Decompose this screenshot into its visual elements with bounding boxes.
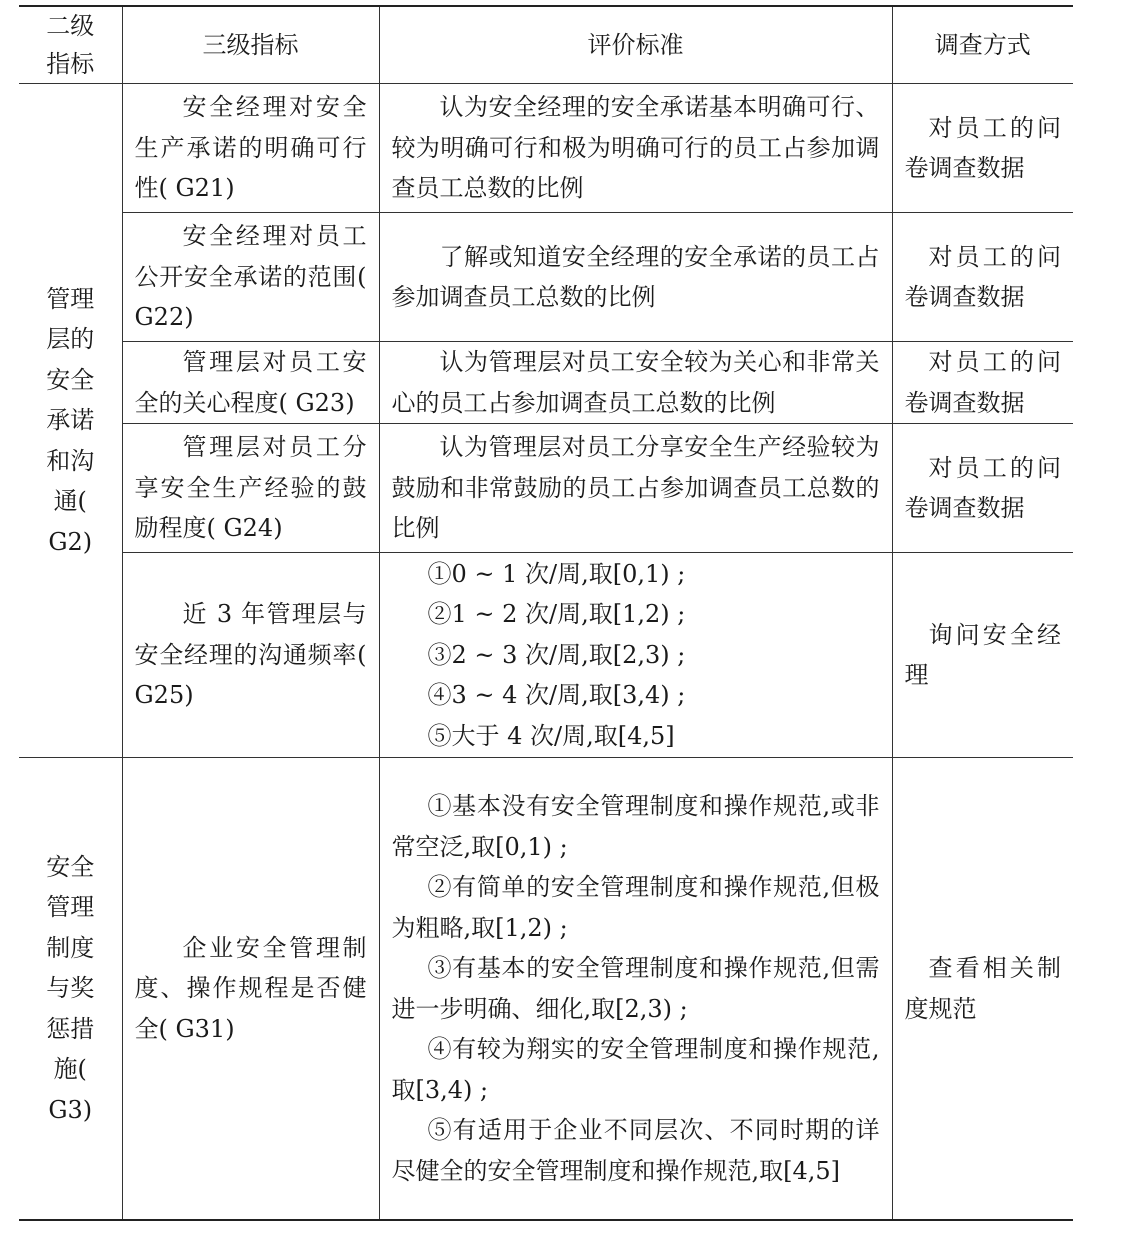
level2-cell-g3 [19,758,122,1221]
level2-line: 管理 [46,284,95,313]
criteria-cell: 认为管理层对员工分享安全生产经验较为鼓励和非常鼓励的员工占参加调查员工总数的比例 [379,424,892,553]
header-level2-line: 指标 [46,50,95,78]
level3-cell: 安全经理对员工公开安全承诺的范围( G22) [122,213,379,342]
header-method: 调查方式 [892,6,1073,84]
level2-cell-g2 [19,84,122,758]
criteria-item: ③有基本的安全管理制度和操作规范,但需进一步明确、细化,取[2,3) ; [391,954,880,1023]
method-cell: 对员工的问卷调查数据 [892,84,1073,213]
criteria-cell: 认为管理层对员工安全较为关心和非常关心的员工占参加调查员工总数的比例 [379,342,892,424]
table-row [19,758,1073,1221]
criteria-item: ①0 ~ 1 次/周,取[0,1) ; [427,559,686,588]
level2-line: 施( G3) [48,1055,93,1124]
method-cell: 对员工的问卷调查数据 [892,424,1073,553]
criteria-item: ②有简单的安全管理制度和操作规范,但极为粗略,取[1,2) ; [391,873,880,942]
criteria-cell: 认为安全经理的安全承诺基本明确可行、较为明确可行和极为明确可行的员工占参加调查员工总数的比例 [379,84,892,213]
table-header-row [19,6,1073,84]
criteria-item: ①基本没有安全管理制度和操作规范,或非常空泛,取[0,1) ; [391,792,880,861]
level3-cell: 管理层对员工安全的关心程度( G23) [122,342,379,424]
criteria-item: ④3 ~ 4 次/周,取[3,4) ; [427,681,686,710]
table-row [19,424,1073,553]
table-row [19,213,1073,342]
method-cell: 对员工的问卷调查数据 [892,213,1073,342]
level2-line: 与奖 [46,974,95,1003]
level2-line: 层的 [46,325,95,354]
level2-line: 管理 [46,893,95,922]
method-cell: 查看相关制度规范 [892,758,1073,1221]
method-cell: 对员工的问卷调查数据 [892,342,1073,424]
level3-cell: 管理层对员工分享安全生产经验的鼓励程度( G24) [122,424,379,553]
indicator-table [19,5,1073,1221]
criteria-item: ⑤大于 4 次/周,取[4,5] [427,721,675,750]
criteria-item: ④有较为翔实的安全管理制度和操作规范,取[3,4) ; [391,1035,880,1104]
table-row [19,553,1073,758]
header-level2 [19,6,122,84]
level3-cell: 企业安全管理制度、操作规程是否健全( G31) [122,758,379,1221]
level2-line: 通( G2) [48,487,93,556]
criteria-item: ⑤有适用于企业不同层次、不同时期的详尽健全的安全管理制度和操作规范,取[4,5] [391,1116,880,1185]
level2-line: 制度 [46,933,95,962]
criteria-cell [379,553,892,758]
table-row [19,84,1073,213]
level2-line: 和沟 [46,446,95,475]
level2-line: 安全 [46,365,95,394]
level2-line: 承诺 [46,406,95,435]
level3-cell: 近 3 年管理层与安全经理的沟通频率( G25) [122,553,379,758]
level3-cell: 安全经理对安全生产承诺的明确可行性( G21) [122,84,379,213]
header-criteria: 评价标准 [379,6,892,84]
header-level3: 三级指标 [122,6,379,84]
criteria-cell: 了解或知道安全经理的安全承诺的员工占参加调查员工总数的比例 [379,213,892,342]
header-level2-line: 二级 [46,12,95,40]
criteria-item: ③2 ~ 3 次/周,取[2,3) ; [427,640,686,669]
criteria-cell [379,758,892,1221]
method-cell: 询问安全经理 [892,553,1073,758]
level2-line: 惩措 [46,1014,95,1043]
table-row [19,342,1073,424]
level2-line: 安全 [46,852,95,881]
criteria-item: ②1 ~ 2 次/周,取[1,2) ; [427,600,686,629]
